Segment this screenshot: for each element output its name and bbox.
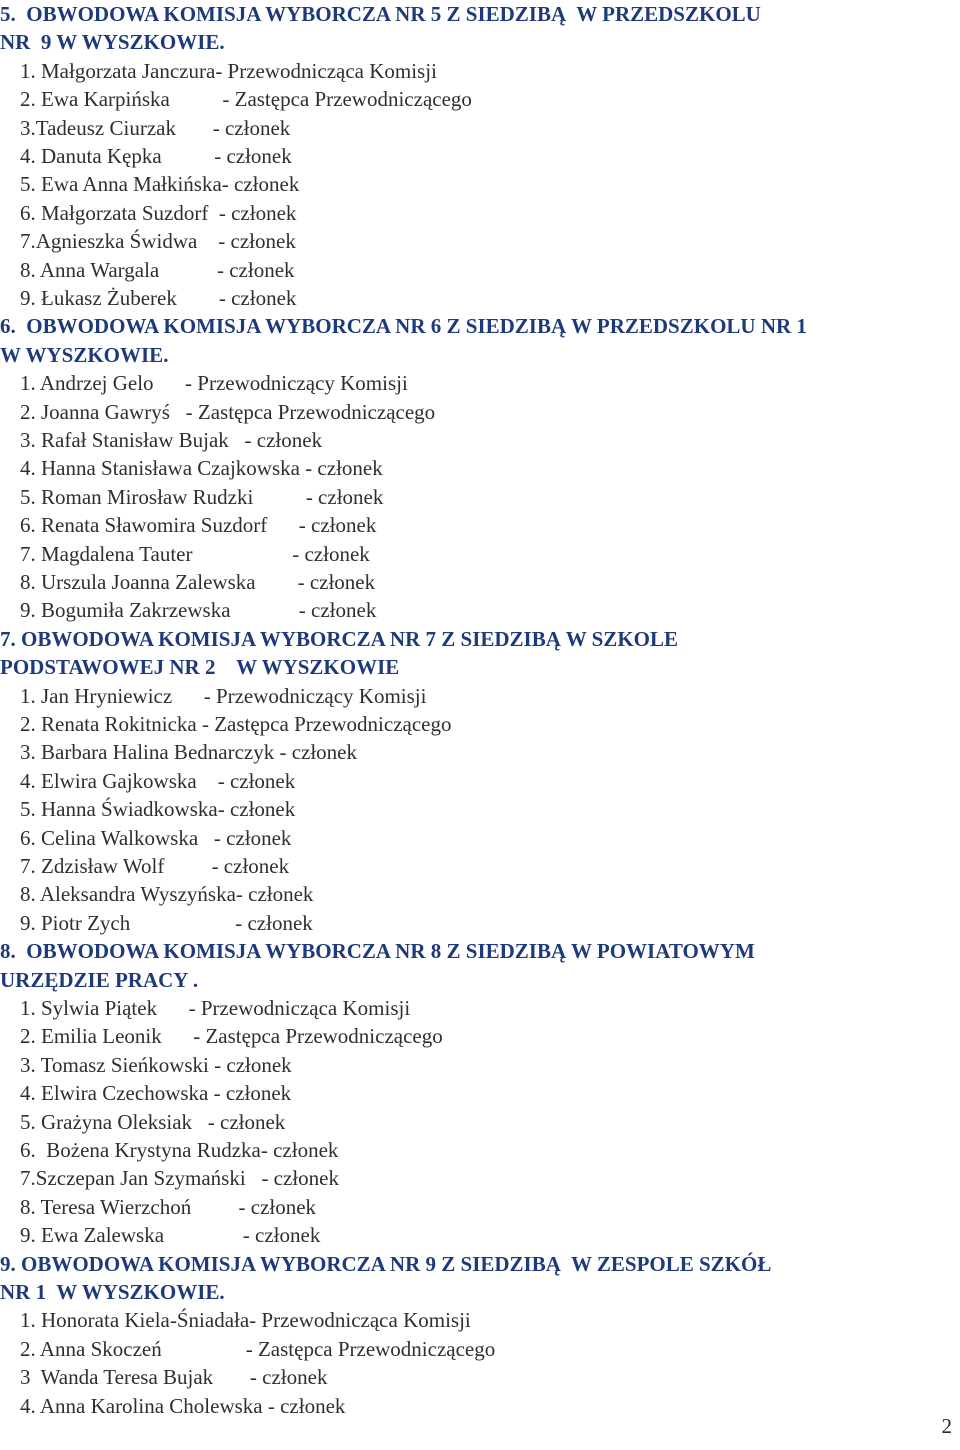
- page-number: 2: [941, 1414, 952, 1438]
- member-list-item: 1. Sylwia Piątek - Przewodnicząca Komisji: [20, 996, 411, 1020]
- member-list-item: 3 Wanda Teresa Bujak - członek: [20, 1365, 328, 1389]
- member-list-item: 2. Ewa Karpińska - Zastępca Przewodniczącego: [20, 87, 472, 111]
- member-list-item: 2. Joanna Gawryś - Zastępca Przewodniczącego: [20, 400, 436, 424]
- member-list-item: 3. Rafał Stanisław Bujak - członek: [20, 428, 323, 452]
- member-list-item: 8. Anna Wargala - członek: [20, 258, 295, 282]
- member-list-item: 9. Łukasz Żuberek - członek: [20, 286, 297, 310]
- member-list-item: 6. Renata Sławomira Suzdorf - członek: [20, 513, 377, 537]
- member-list-item: 6. Małgorzata Suzdorf - członek: [20, 201, 297, 225]
- member-list-item: 6. Bożena Krystyna Rudzka- członek: [20, 1138, 339, 1162]
- member-list-item: 2. Emilia Leonik - Zastępca Przewodniczącego: [20, 1024, 443, 1048]
- member-list-item: 3. Barbara Halina Bednarczyk - członek: [20, 740, 358, 764]
- member-list-item: 6. Celina Walkowska - członek: [20, 826, 292, 850]
- member-list-item: 9. Piotr Zych - członek: [20, 911, 313, 935]
- member-list-item: 5. Grażyna Oleksiak - członek: [20, 1110, 286, 1134]
- section-heading: W WYSZKOWIE.: [0, 343, 169, 367]
- member-list-item: 8. Urszula Joanna Zalewska - członek: [20, 570, 376, 594]
- member-list-item: 5. Hanna Świadkowska- członek: [20, 797, 296, 821]
- member-list-item: 3. Tomasz Sieńkowski - członek: [20, 1053, 292, 1077]
- section-heading: 6. OBWODOWA KOMISJA WYBORCZA NR 6 Z SIEDZIBĄ W PRZEDSZKOLU NR 1: [0, 314, 807, 338]
- member-list-item: 1. Honorata Kiela-Śniadała- Przewodnicząca Komisji: [20, 1308, 471, 1332]
- member-list-item: 2. Anna Skoczeń - Zastępca Przewodniczącego: [20, 1337, 496, 1361]
- member-list-item: 4. Hanna Stanisława Czajkowska - członek: [20, 456, 383, 480]
- member-list-item: 8. Aleksandra Wyszyńska- członek: [20, 882, 314, 906]
- section-heading: 9. OBWODOWA KOMISJA WYBORCZA NR 9 Z SIEDZIBĄ W ZESPOLE SZKÓŁ: [0, 1252, 772, 1276]
- member-list-item: 5. Ewa Anna Małkińska- członek: [20, 172, 300, 196]
- member-list-item: 5. Roman Mirosław Rudzki - członek: [20, 485, 384, 509]
- section-heading: NR 1 W WYSZKOWIE.: [0, 1280, 225, 1304]
- section-heading: URZĘDZIE PRACY .: [0, 968, 199, 992]
- member-list-item: 2. Renata Rokitnicka - Zastępca Przewodniczącego: [20, 712, 452, 736]
- member-list-item: 3.Tadeusz Ciurzak - członek: [20, 116, 291, 140]
- member-list-item: 4. Danuta Kępka - członek: [20, 144, 292, 168]
- section-heading: 7. OBWODOWA KOMISJA WYBORCZA NR 7 Z SIEDZIBĄ W SZKOLE: [0, 627, 678, 651]
- member-list-item: 7. Zdzisław Wolf - członek: [20, 854, 290, 878]
- member-list-item: 4. Anna Karolina Cholewska - członek: [20, 1394, 346, 1418]
- member-list-item: 9. Bogumiła Zakrzewska - członek: [20, 598, 377, 622]
- member-list-item: 7.Agnieszka Świdwa - członek: [20, 229, 296, 253]
- section-heading: 8. OBWODOWA KOMISJA WYBORCZA NR 8 Z SIEDZIBĄ W POWIATOWYM: [0, 939, 755, 963]
- member-list-item: 7. Magdalena Tauter - członek: [20, 542, 370, 566]
- member-list-item: 1. Andrzej Gelo - Przewodniczący Komisji: [20, 371, 408, 395]
- member-list-item: 8. Teresa Wierzchoń - członek: [20, 1195, 317, 1219]
- member-list-item: 4. Elwira Gajkowska - członek: [20, 769, 296, 793]
- member-list-item: 1. Jan Hryniewicz - Przewodniczący Komisji: [20, 684, 427, 708]
- section-heading: NR 9 W WYSZKOWIE.: [0, 30, 225, 54]
- member-list-item: 9. Ewa Zalewska - członek: [20, 1223, 321, 1247]
- member-list-item: 4. Elwira Czechowska - członek: [20, 1081, 292, 1105]
- member-list-item: 1. Małgorzata Janczura- Przewodnicząca Komisji: [20, 59, 437, 83]
- section-heading: 5. OBWODOWA KOMISJA WYBORCZA NR 5 Z SIEDZIBĄ W PRZEDSZKOLU: [0, 2, 761, 26]
- section-heading: PODSTAWOWEJ NR 2 W WYSZKOWIE: [0, 655, 400, 679]
- member-list-item: 7.Szczepan Jan Szymański - członek: [20, 1166, 339, 1190]
